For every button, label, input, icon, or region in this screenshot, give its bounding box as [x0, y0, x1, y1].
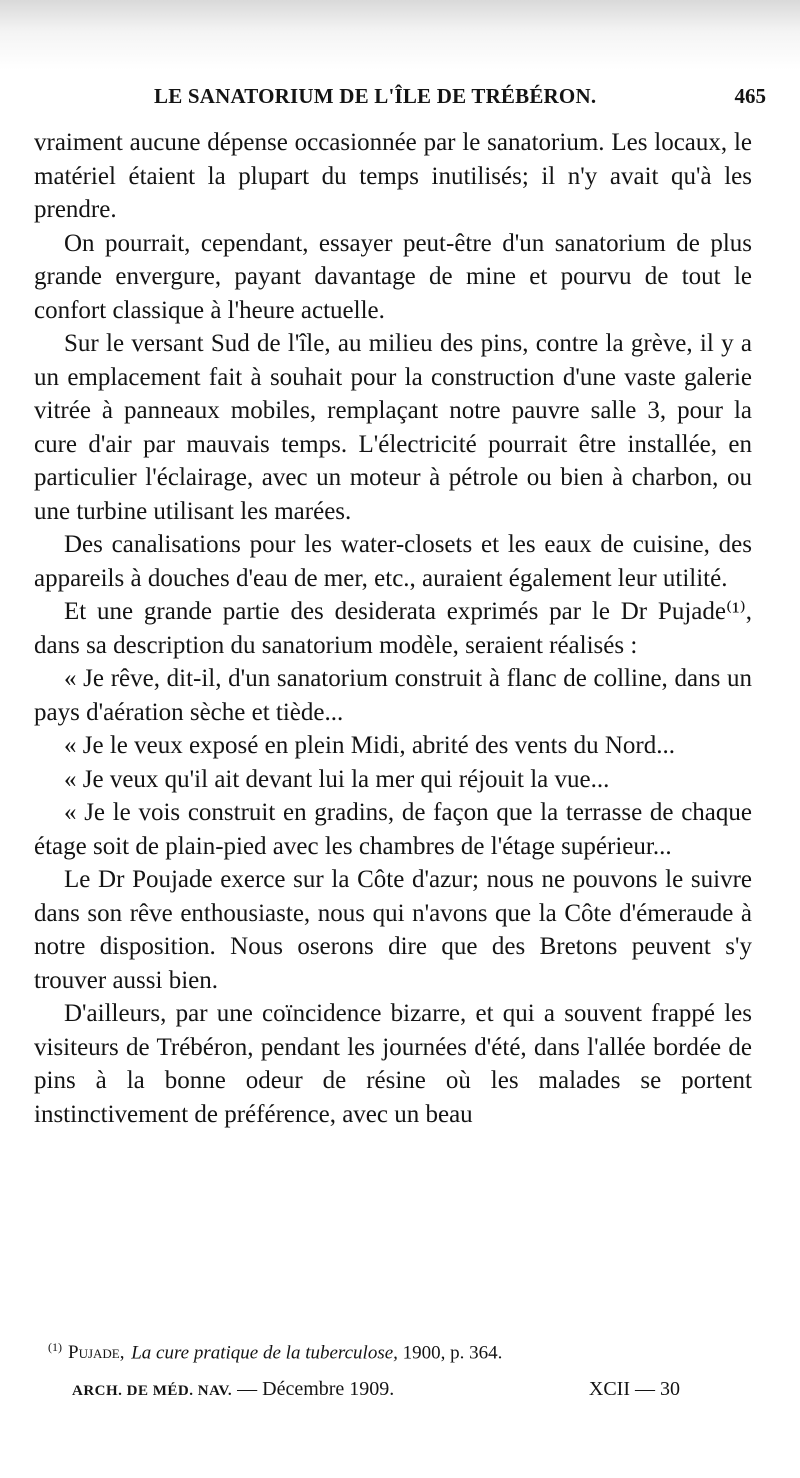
- page-number: 465: [734, 84, 766, 108]
- paragraph: Des canalisations pour les water-closets et les eaux de cuisine, des appareils à douches d'eau de mer, etc., auraient également leur utilité.: [34, 531, 752, 592]
- running-header: [34, 84, 766, 120]
- paragraph: D'ailleurs, par une coïncidence bizarre, et qui a souvent frappé les visiteurs de Trébéron, pendant les journées d'été, dans l'allée bordée de pins à la bonne odeur de résine où les malades se portent instinctivement de préférence, avec un beau: [34, 1000, 752, 1128]
- footnote-title: La cure pratique de la tuberculose,: [131, 1342, 398, 1364]
- footnote: [48, 1335, 748, 1365]
- quote-paragraph: « Je le veux exposé en plein Midi, abrité des vents du Nord...: [64, 732, 675, 759]
- body-text: [34, 126, 752, 1131]
- paragraph: vraiment aucune dépense occasionnée par le sanatorium. Les locaux, le matériel étaient la plupart du temps inutilisés; il n'y avait qu'à les prendre.: [34, 129, 752, 223]
- paragraph: Et une grande partie des desiderata exprimés par le Dr Pujade⁽¹⁾, dans sa description du sanatorium modèle, seraient réalisés :: [34, 598, 752, 659]
- quote-paragraph: « Je rêve, dit-il, d'un sanatorium construit à flanc de colline, dans un pays d'aération sèche et tiède...: [34, 665, 752, 726]
- footnote-author: Pujade,: [68, 1342, 125, 1364]
- paragraph: Sur le versant Sud de l'île, au milieu des pins, contre la grève, il y a un emplacement fait à souhait pour la construction d'une vaste galerie vitrée à panneaux mobiles, remplaçant notre pauvre salle 3, pour la cure d'air par mauvais temps. L'électricité pourrait être installée, en particulier l'éclairage, avec un moteur à pétrole ou bien à charbon, ou une turbine utilisant les marées.: [34, 330, 752, 525]
- signature-line: [72, 1378, 680, 1406]
- journal-abbreviation: ARCH. DE MÉD. NAV.: [72, 1383, 233, 1399]
- paragraph: On pourrait, cependant, essayer peut-être d'un sanatorium de plus grande envergure, payant davantage de mine et pourvu de tout le confort classique à l'heure actuelle.: [34, 229, 752, 324]
- running-title: LE SANATORIUM DE L'ÎLE DE TRÉBÉRON.: [154, 84, 597, 108]
- footnote-details: 1900, p. 364.: [402, 1342, 503, 1364]
- volume-number: XCII — 30: [588, 1378, 680, 1400]
- quote-paragraph: « Je veux qu'il ait devant lui la mer qui réjouit la vue...: [64, 765, 610, 793]
- paragraph: Le Dr Poujade exerce sur la Côte d'azur; nous ne pouvons le suivre dans son rêve enthousiaste, nous qui n'avons que la Côte d'émeraude à notre disposition. Nous oserons dire que des Bretons peuvent s'y trouver aussi bien.: [34, 866, 752, 994]
- issue-date: — Décembre 1909.: [237, 1378, 395, 1400]
- quote-paragraph: « Je le vois construit en gradins, de façon que la terrasse de chaque étage soit de plain-pied avec les chambres de l'étage supérieur...: [34, 799, 752, 860]
- signature-left: [72, 1378, 394, 1401]
- scan-top-edge: [0, 0, 800, 70]
- footnote-mark: (1): [48, 1340, 62, 1354]
